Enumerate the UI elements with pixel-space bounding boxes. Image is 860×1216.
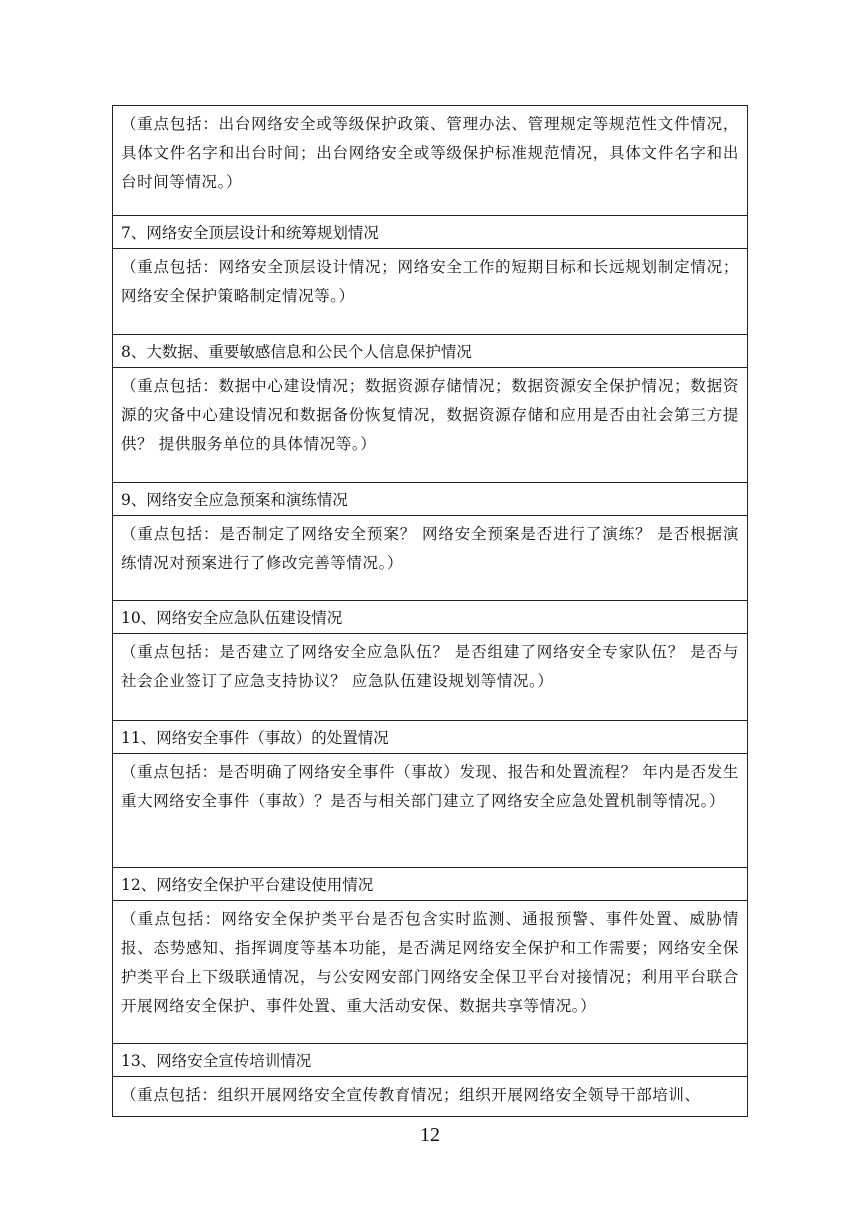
table-row [113, 368, 748, 483]
table-row [113, 335, 748, 368]
table-row [113, 516, 748, 601]
row-7-body: （重点包括：网络安全顶层设计情况；网络安全工作的短期目标和长远规划制定情况；网络安全保护策略制定情况等。） [113, 249, 748, 335]
table-row [113, 1044, 748, 1077]
checklist-table [112, 105, 748, 1117]
table-row [113, 601, 748, 634]
page-number: 12 [420, 1124, 440, 1146]
table-row [113, 721, 748, 754]
table-row [113, 216, 748, 249]
row-10-body: （重点包括：是否建立了网络安全应急队伍？ 是否组建了网络安全专家队伍？ 是否与社会企业签订了应急支持协议？ 应急队伍建设规划等情况。） [113, 634, 748, 721]
row-6-body: （重点包括：出台网络安全或等级保护政策、管理办法、管理规定等规范性文件情况，具体文件名字和出台时间；出台网络安全或等级保护标准规范情况，具体文件名字和出台时间等情况。） [113, 106, 748, 216]
table-row [113, 868, 748, 901]
table-row [113, 634, 748, 721]
row-12-heading: 12、网络安全保护平台建设使用情况 [113, 868, 748, 901]
row-8-body: （重点包括：数据中心建设情况；数据资源存储情况；数据资源安全保护情况；数据资源的灾备中心建设情况和数据备份恢复情况，数据资源存储和应用是否由社会第三方提供？ 提供服务单位的具体情况等。） [113, 368, 748, 483]
row-13-heading: 13、网络安全宣传培训情况 [113, 1044, 748, 1077]
row-11-body: （重点包括：是否明确了网络安全事件（事故）发现、报告和处置流程？ 年内是否发生重大网络安全事件（事故）？是否与相关部门建立了网络安全应急处置机制等情况。） [113, 754, 748, 868]
table-row [113, 483, 748, 516]
row-9-body: （重点包括：是否制定了网络安全预案？ 网络安全预案是否进行了演练？ 是否根据演练情况对预案进行了修改完善等情况。） [113, 516, 748, 601]
table-row [113, 1077, 748, 1117]
row-13-body: （重点包括：组织开展网络安全宣传教育情况；组织开展网络安全领导干部培训、 [113, 1077, 748, 1117]
row-7-heading: 7、网络安全顶层设计和统筹规划情况 [113, 216, 748, 249]
row-12-body: （重点包括：网络安全保护类平台是否包含实时监测、通报预警、事件处置、威胁情报、态势感知、指挥调度等基本功能，是否满足网络安全保护和工作需要；网络安全保护类平台上下级联通情况，与公安网安部门网络安全保卫平台对接情况；利用平台联合开展网络安全保护、事件处置、重大活动安保、数据共享等情况。） [113, 901, 748, 1044]
row-10-heading: 10、网络安全应急队伍建设情况 [113, 601, 748, 634]
row-11-heading: 11、网络安全事件（事故）的处置情况 [113, 721, 748, 754]
row-9-heading: 9、网络安全应急预案和演练情况 [113, 483, 748, 516]
row-8-heading: 8、大数据、重要敏感信息和公民个人信息保护情况 [113, 335, 748, 368]
table-row [113, 249, 748, 335]
table-row [113, 901, 748, 1044]
table-row [113, 106, 748, 216]
table-row [113, 754, 748, 868]
